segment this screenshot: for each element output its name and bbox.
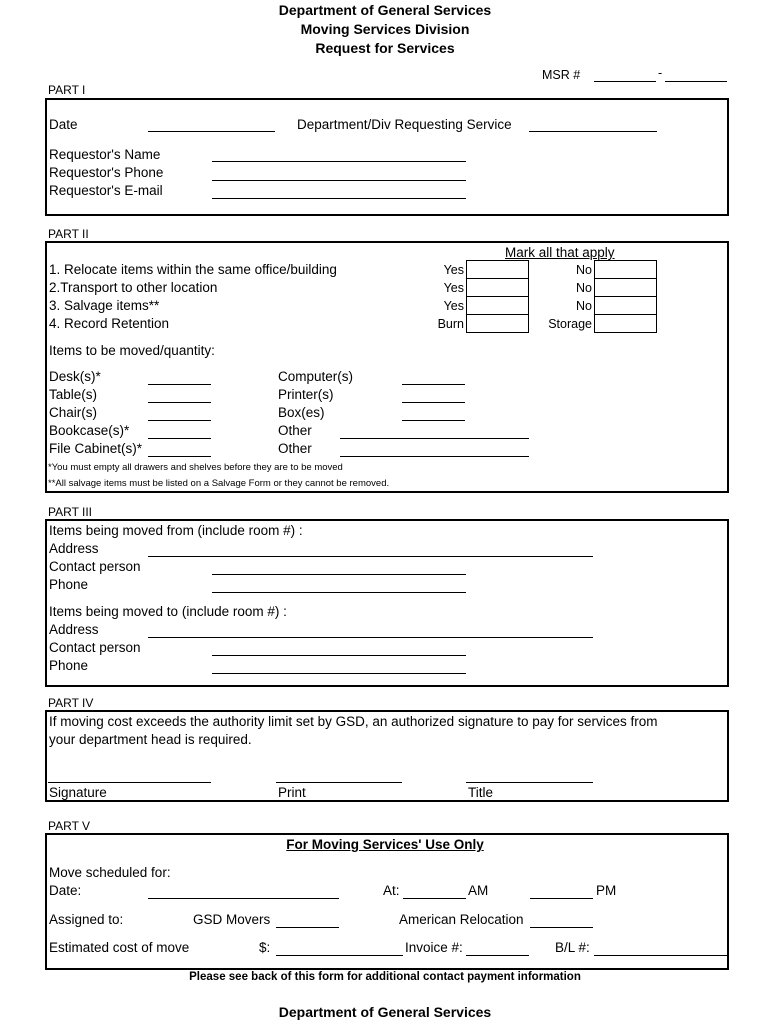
part3-title: PART III (48, 505, 93, 519)
item-label: Printer(s) (278, 387, 334, 402)
from-phone-field[interactable] (212, 592, 466, 593)
requestor-phone-field[interactable] (212, 180, 466, 181)
option-label: Burn (437, 317, 464, 331)
requestor-email-field[interactable] (212, 198, 466, 199)
schedule-date-field[interactable] (148, 898, 339, 899)
option-label: No (576, 263, 592, 277)
part3-box (45, 519, 729, 687)
back-of-form-note: Please see back of this form for additional contact payment information (189, 971, 581, 983)
authority-text-line1: If moving cost exceeds the authority limit set by GSD, an authorized signature to pay for services from (49, 714, 658, 729)
gsd-movers-field[interactable] (276, 927, 339, 928)
option-label: Yes (443, 281, 464, 295)
dept-field[interactable] (529, 131, 657, 132)
item-label: Computer(s) (278, 369, 354, 384)
salvage-no-checkbox[interactable] (594, 296, 657, 315)
print-field[interactable] (276, 782, 402, 783)
service-row-label: 4. Record Retention (49, 316, 170, 331)
table-qty-field[interactable] (148, 402, 211, 403)
service-row-label: 3. Salvage items** (49, 298, 160, 313)
empty-drawers-note: *You must empty all drawers and shelves before they are to be moved (48, 462, 343, 473)
print-label: Print (278, 785, 306, 800)
service-row-label: 1. Relocate items within the same office/building (49, 262, 337, 277)
file-cabinet-qty-field[interactable] (148, 456, 211, 457)
salvage-yes-checkbox[interactable] (466, 296, 529, 315)
msr-dash: - (658, 66, 663, 80)
computer-qty-field[interactable] (402, 384, 465, 385)
other-2-field[interactable] (340, 456, 529, 457)
to-contact-label: Contact person (49, 640, 141, 655)
to-contact-field[interactable] (212, 655, 466, 656)
item-label: Table(s) (49, 387, 98, 402)
invoice-label: Invoice #: (405, 940, 463, 955)
schedule-date-label: Date: (49, 883, 82, 898)
option-label: Yes (443, 263, 464, 277)
service-row-label: 2.Transport to other location (49, 280, 218, 295)
dollar-label: $: (259, 940, 271, 955)
msr-label: MSR # (542, 68, 581, 82)
from-address-field[interactable] (148, 556, 593, 557)
salvage-form-note: **All salvage items must be listed on a Salvage Form or they cannot be removed. (48, 478, 390, 489)
item-label: Other (278, 441, 312, 456)
part1-title: PART I (48, 83, 86, 97)
assigned-to-label: Assigned to: (49, 912, 124, 927)
from-contact-label: Contact person (49, 559, 141, 574)
items-to-move-label: Items to be moved/quantity: (49, 343, 215, 358)
signature-label: Signature (49, 785, 107, 800)
office-use-heading: For Moving Services' Use Only (286, 837, 484, 852)
invoice-field[interactable] (466, 955, 529, 956)
pm-label: PM (596, 883, 617, 898)
dept-label: Department/Div Requesting Service (297, 117, 512, 132)
from-phone-label: Phone (49, 577, 89, 592)
signature-field[interactable] (48, 782, 211, 783)
part5-title: PART V (48, 819, 91, 833)
from-address-label: Address (49, 541, 99, 556)
requestor-name-field[interactable] (212, 161, 466, 162)
to-phone-label: Phone (49, 658, 89, 673)
option-label: No (576, 281, 592, 295)
item-label: Bookcase(s)* (49, 423, 130, 438)
retention-storage-checkbox[interactable] (594, 314, 657, 333)
date-label: Date (49, 117, 78, 132)
item-label: Box(es) (278, 405, 325, 420)
bl-field[interactable] (594, 955, 727, 956)
msr-field-2[interactable] (665, 81, 727, 82)
title-label: Title (468, 785, 494, 800)
other-1-field[interactable] (340, 438, 529, 439)
estimated-cost-field[interactable] (276, 955, 403, 956)
option-label: Yes (443, 299, 464, 313)
time-pm-field[interactable] (530, 898, 593, 899)
mark-all-label: Mark all that apply (505, 245, 615, 260)
footer-department: Department of General Services (278, 1004, 492, 1020)
part2-title: PART II (48, 227, 89, 241)
chair-qty-field[interactable] (148, 420, 211, 421)
to-phone-field[interactable] (212, 673, 466, 674)
bl-label: B/L #: (555, 940, 590, 955)
printer-qty-field[interactable] (402, 402, 465, 403)
header-form-name: Request for Services (315, 40, 455, 56)
msr-field-1[interactable] (594, 81, 656, 82)
desk-qty-field[interactable] (148, 384, 211, 385)
option-label: No (576, 299, 592, 313)
relocate-yes-checkbox[interactable] (466, 260, 529, 279)
item-label: Desk(s)* (49, 369, 101, 384)
am-label: AM (468, 883, 489, 898)
at-label: At: (383, 883, 400, 898)
header-title: Department of General Services (278, 2, 492, 18)
item-label: File Cabinet(s)* (49, 441, 143, 456)
american-relocation-field[interactable] (530, 927, 593, 928)
box-qty-field[interactable] (402, 420, 465, 421)
part4-title: PART IV (48, 696, 94, 710)
american-relocation-label: American Relocation (399, 912, 524, 927)
move-scheduled-label: Move scheduled for: (49, 865, 171, 880)
retention-burn-checkbox[interactable] (466, 314, 529, 333)
title-field[interactable] (466, 782, 593, 783)
date-field[interactable] (148, 131, 275, 132)
authority-text-line2: your department head is required. (49, 732, 252, 747)
requestor-name-label: Requestor's Name (49, 147, 161, 162)
to-address-field[interactable] (148, 637, 593, 638)
requestor-phone-label: Requestor's Phone (49, 165, 164, 180)
transport-no-checkbox[interactable] (594, 278, 657, 297)
estimated-cost-label: Estimated cost of move (49, 940, 190, 955)
requestor-email-label: Requestor's E-mail (49, 183, 163, 198)
gsd-movers-label: GSD Movers (193, 912, 271, 927)
from-contact-field[interactable] (212, 574, 466, 575)
moved-to-label: Items being moved to (include room #) : (49, 604, 287, 619)
item-label: Other (278, 423, 312, 438)
moved-from-label: Items being moved from (include room #) : (49, 523, 303, 538)
relocate-no-checkbox[interactable] (594, 260, 657, 279)
transport-yes-checkbox[interactable] (466, 278, 529, 297)
bookcase-qty-field[interactable] (148, 438, 211, 439)
item-label: Chair(s) (49, 405, 98, 420)
time-am-field[interactable] (403, 898, 466, 899)
option-label: Storage (548, 317, 592, 331)
to-address-label: Address (49, 622, 99, 637)
header-division: Moving Services Division (300, 21, 470, 37)
